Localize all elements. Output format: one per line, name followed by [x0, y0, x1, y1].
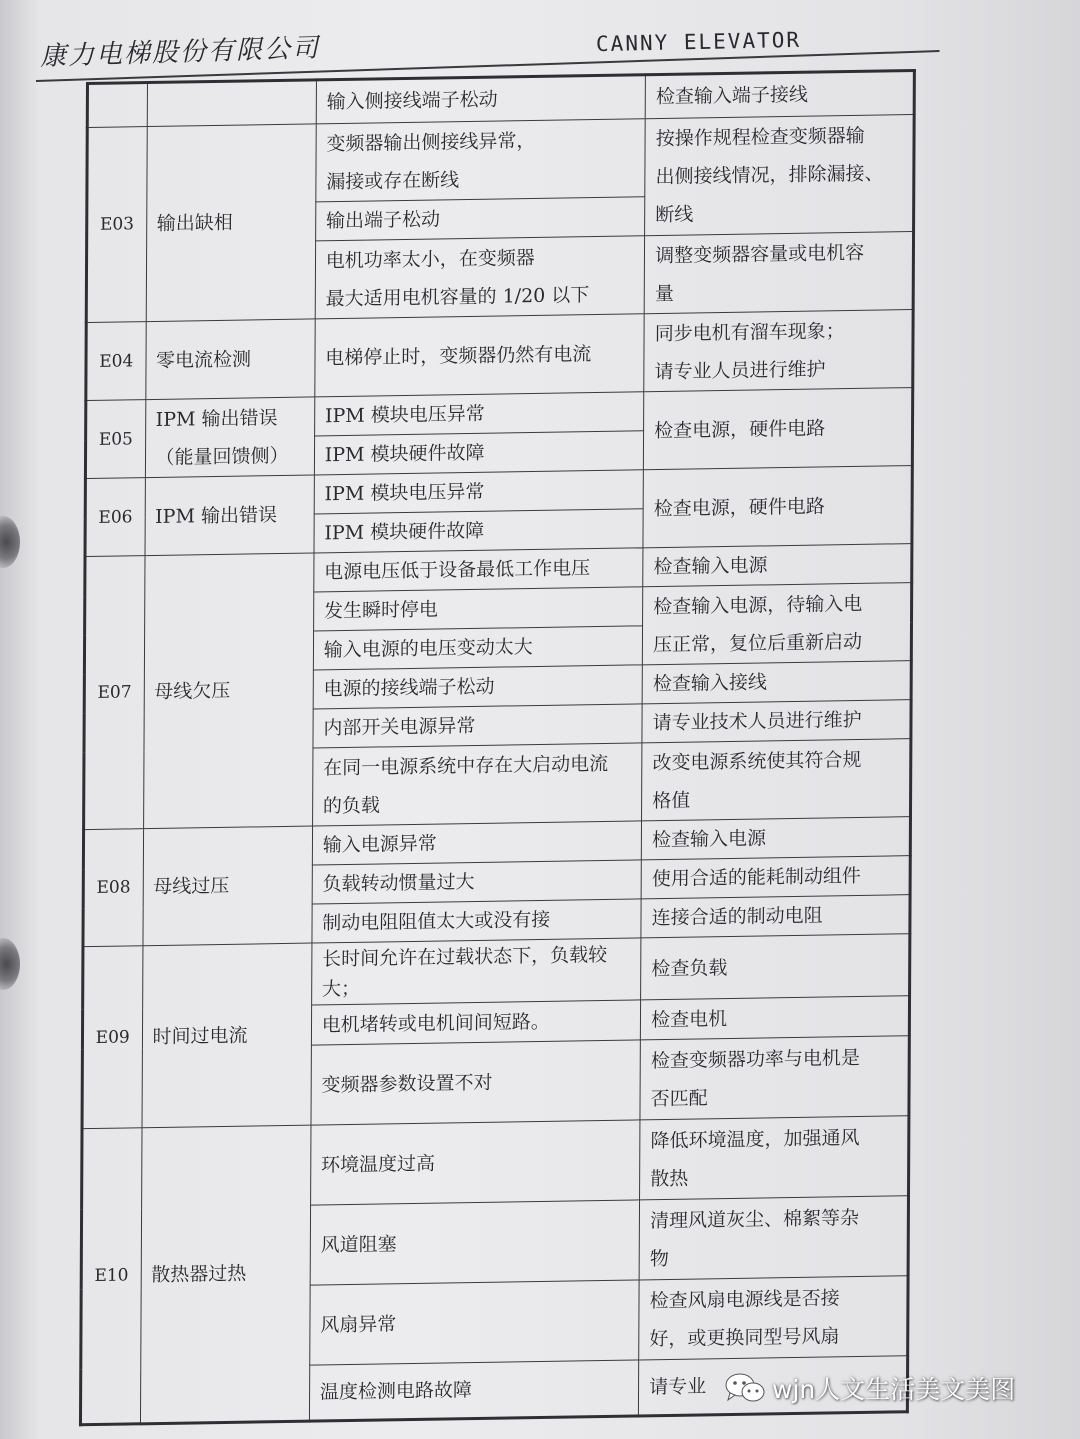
cause-cell: IPM 模块电压异常: [314, 470, 644, 514]
action-cell: [640, 1036, 909, 1120]
cause-cell: 温度检测电路故障: [309, 1360, 639, 1421]
fault-name: 散热器过热: [140, 1125, 311, 1424]
cause-cell: 环境温度过高: [310, 1120, 640, 1205]
action-cell: [642, 583, 911, 665]
cause-cell: 电梯停止时，变频器仍然有电流: [315, 314, 645, 397]
code-cell: [87, 83, 147, 128]
cause-cell: 制动电阻阻值太大或没有接: [312, 899, 642, 943]
cause-cell: 输入侧接线端子松动: [316, 75, 646, 124]
name-cell: [147, 80, 317, 127]
action-cell: 检查电源，硬件电路: [643, 466, 912, 548]
cause-line: 漏接或存在断线: [326, 168, 460, 193]
brand-name: CANNY ELEVATOR: [595, 27, 802, 57]
wechat-icon: [724, 1371, 766, 1405]
action-cell: 检查输入电源: [641, 817, 910, 860]
cause-cell: 变频器参数设置不对: [311, 1040, 641, 1125]
table-row: [86, 310, 913, 401]
cause-cell: 输出端子松动: [315, 197, 645, 241]
action-cell: [639, 1276, 908, 1360]
cause-line: 在同一电源系统中存在大启动电流: [323, 752, 609, 779]
table-row: [87, 114, 914, 205]
cause-cell: [311, 938, 641, 1005]
table-row: [82, 1116, 909, 1209]
cause-line: 最大适用电机容量的 1/20 以下: [325, 283, 590, 310]
fault-code: E07: [84, 556, 145, 830]
cause-line: 的负载: [322, 793, 381, 817]
cause-line: 变频器输出侧接线异常，: [326, 129, 536, 155]
action-line: 检查风扇电源线是否接: [649, 1286, 840, 1312]
action-line: 断线: [655, 203, 694, 227]
cause-line: 大；: [321, 977, 361, 1000]
cause-cell: 输入电源异常: [312, 821, 642, 865]
action-cell: 连接合适的制动电阻: [641, 895, 910, 938]
cause-cell: [312, 743, 642, 826]
company-name: 康力电梯股份有限公司: [39, 33, 321, 72]
action-line: 量: [654, 282, 675, 305]
binder-hole: [0, 516, 20, 568]
fault-table: [79, 69, 916, 1426]
cause-cell: 负载转动惯量过大: [312, 860, 642, 904]
action-line: 请专业人员进行维护: [654, 357, 826, 383]
action-line: 降低环境温度，加强通风: [650, 1126, 860, 1152]
cause-line: 长时间允许在过载状态下，负载较: [322, 943, 608, 970]
action-cell: 检查电源，硬件电路: [644, 388, 913, 470]
fault-code: E08: [83, 829, 143, 947]
action-line: 改变电源系统使其符合规: [652, 748, 862, 774]
wechat-watermark: [724, 1364, 1064, 1412]
binder-hole: [0, 938, 20, 990]
action-cell: [645, 114, 914, 235]
fault-name: 零电流检测: [145, 319, 315, 400]
fault-table-wrapper: [79, 69, 916, 1426]
action-line: 出侧接线情况，排除漏接、: [655, 162, 884, 189]
cause-cell: 内部开关电源异常: [313, 704, 643, 748]
fault-code: E04: [86, 322, 146, 401]
action-cell: [644, 232, 913, 314]
action-line: 按操作规程检查变频器输: [655, 124, 865, 151]
action-cell: 请专业: [639, 1356, 908, 1416]
cause-cell: 电源的接线端子松动: [313, 665, 643, 709]
action-line: 物: [649, 1247, 669, 1270]
cause-cell: 发生瞬时停电: [313, 587, 643, 631]
action-cell: [642, 739, 911, 821]
action-line: 调整变频器容量或电机容: [655, 241, 865, 267]
action-cell: 检查输入电源: [643, 544, 912, 587]
action-line: 同步电机有溜车现象；: [654, 319, 845, 345]
cause-cell: 输入电源的电压变动太大: [313, 626, 643, 670]
cause-line: 电机功率太小，在变频器: [325, 246, 535, 272]
cause-cell: [315, 236, 645, 319]
action-cell: 检查输入接线: [642, 661, 911, 704]
fault-code: E10: [80, 1128, 141, 1425]
name-line: （能量回馈侧）: [155, 444, 289, 469]
action-line: 检查输入电源，待输入电: [653, 592, 863, 618]
action-cell: 检查电机: [641, 996, 910, 1040]
cause-cell: IPM 模块硬件故障: [314, 509, 644, 553]
action-line: 散热: [650, 1167, 689, 1190]
cause-cell: 风道阻塞: [310, 1200, 640, 1285]
cause-cell: IPM 模块硬件故障: [314, 431, 644, 475]
action-cell: [644, 310, 913, 392]
fault-code: E05: [85, 400, 145, 479]
action-line: 清理风道灰尘、棉絮等杂: [650, 1206, 860, 1232]
cause-cell: [316, 119, 646, 202]
fault-name: [145, 397, 315, 478]
action-line: 压正常，复位后重新启动: [653, 630, 863, 656]
action-line: 检查变频器功率与电机是: [650, 1046, 860, 1072]
fault-code: E09: [82, 946, 142, 1129]
action-cell: [639, 1196, 908, 1280]
name-line: IPM 输出错误: [155, 406, 278, 431]
fault-name: 输出缺相: [146, 124, 316, 322]
cause-cell: 电源电压低于设备最低工作电压: [314, 548, 644, 592]
watermark-text: wjn人文生活美文美图: [772, 1375, 1016, 1404]
fault-code: E06: [85, 478, 145, 557]
fault-name: 母线欠压: [143, 553, 314, 829]
action-cell: 检查输入端子接线: [645, 70, 914, 118]
action-cell: 使用合适的能耗制动组件: [641, 856, 910, 899]
action-cell: 检查负载: [641, 934, 910, 1000]
fault-name: 母线过压: [142, 826, 312, 946]
cause-cell: 风扇异常: [310, 1280, 640, 1365]
action-line: 格值: [652, 789, 691, 812]
cause-cell: IPM 模块电压异常: [314, 392, 644, 436]
action-line: 好，或更换同型号风扇: [649, 1324, 840, 1350]
fault-name: IPM 输出错误: [145, 475, 315, 556]
action-cell: 请专业技术人员进行维护: [642, 700, 911, 743]
action-cell: [640, 1116, 909, 1200]
fault-code: E03: [86, 127, 147, 323]
fault-name: 时间过电流: [142, 943, 312, 1128]
cause-cell: 电机堵转或电机间间短路。: [311, 1000, 641, 1045]
action-line: 否匹配: [650, 1086, 708, 1110]
